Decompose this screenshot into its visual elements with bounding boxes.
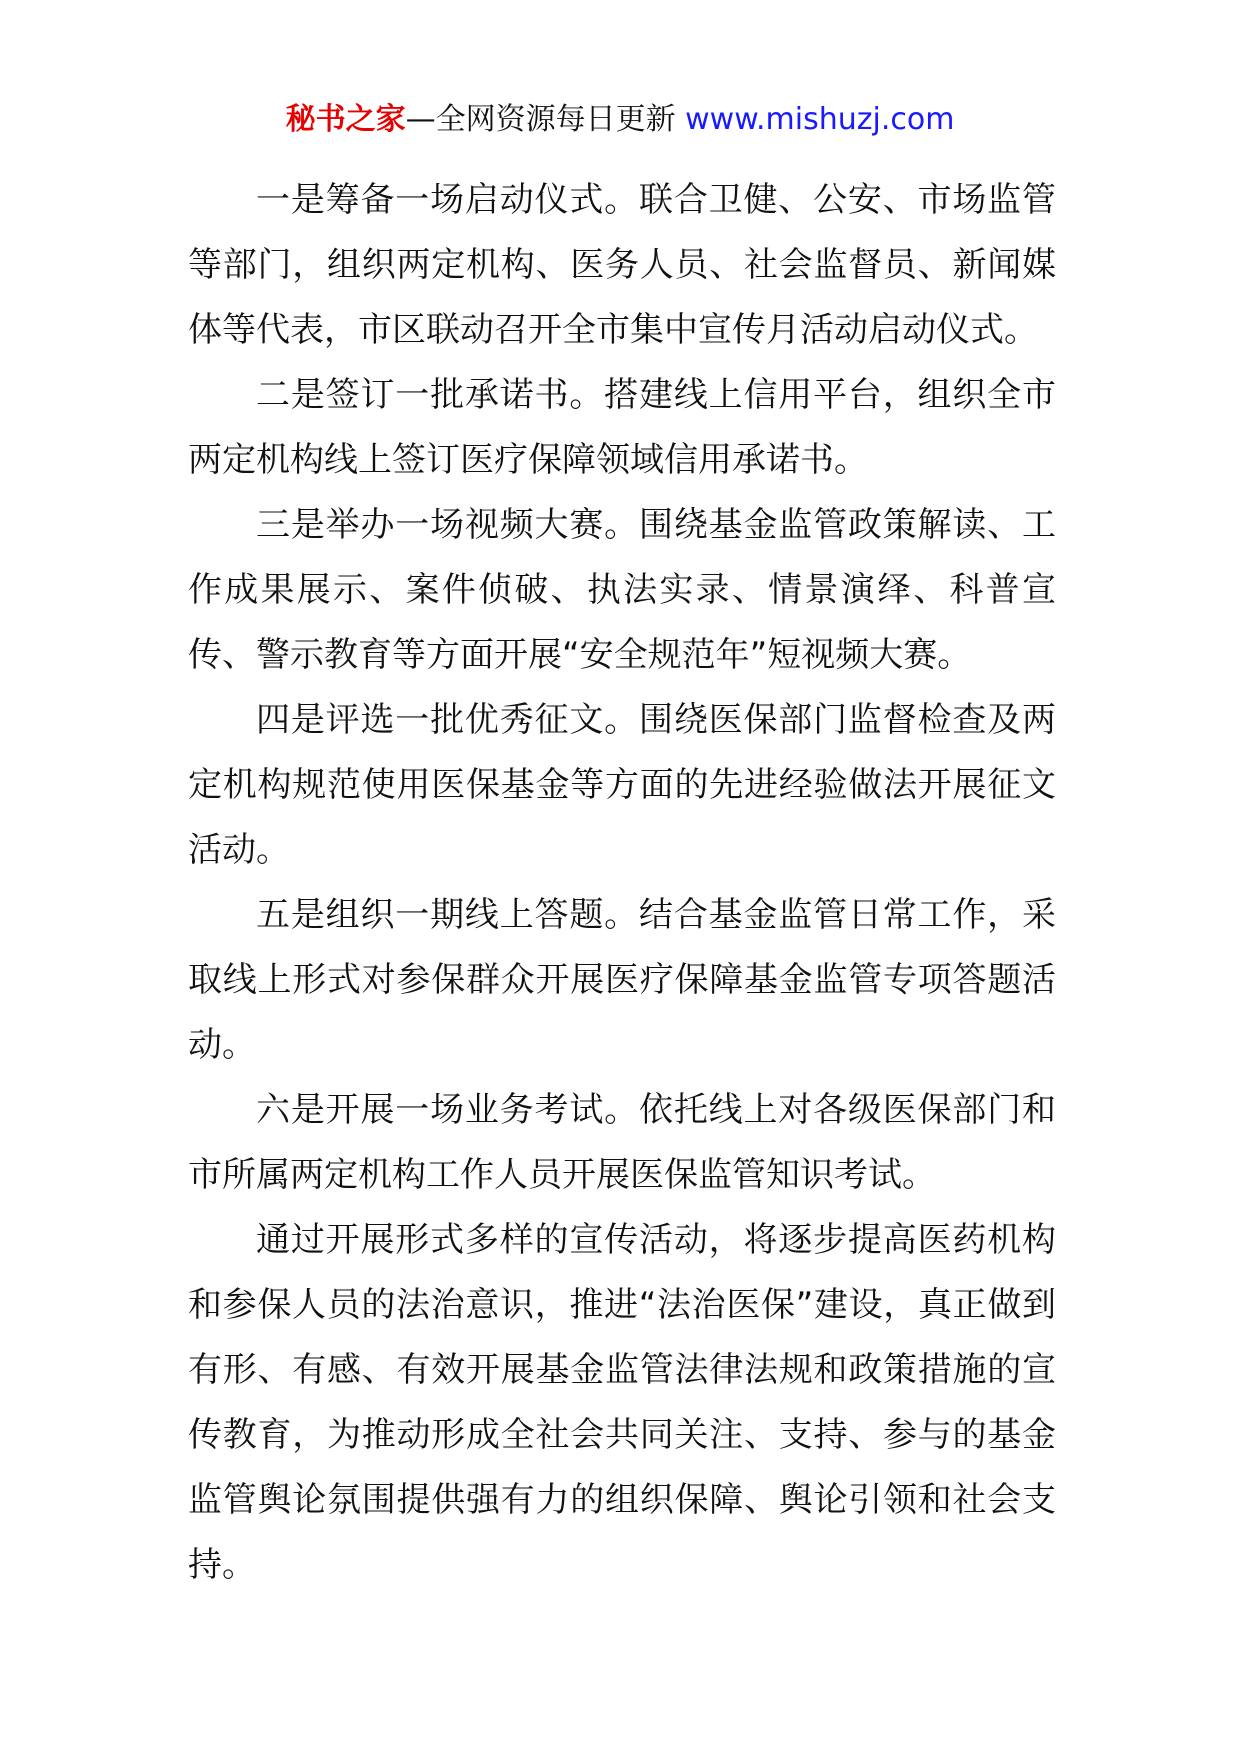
paragraph-7: 通过开展形式多样的宣传活动，将逐步提高医药机构和参保人员的法治意识，推进“法治医保”建设，真正做到有形、有感、有效开展基金监管法律法规和政策措施的宣传教育，为推动形成全社会共同关注、支持、参与的基金监管舆论氛围提供强有力的组织保障、舆论引领和社会支持。	[188, 1220, 1056, 1585]
header-slogan: —全网资源每日更新	[405, 102, 676, 137]
document-body	[188, 168, 1056, 1598]
paragraph-6: 六是开展一场业务考试。依托线上对各级医保部门和市所属两定机构工作人员开展医保监管知识考试。	[188, 1090, 1056, 1195]
header-url-link[interactable]: www.mishuzj.com	[685, 102, 955, 137]
paragraph-5: 五是组织一期线上答题。结合基金监管日常工作，采取线上形式对参保群众开展医疗保障基金监管专项答题活动。	[188, 895, 1056, 1065]
page-header	[0, 98, 1240, 142]
paragraph-2: 二是签订一批承诺书。搭建线上信用平台，组织全市两定机构线上签订医疗保障领域信用承诺书。	[188, 375, 1056, 480]
brand-name: 秘书之家	[285, 102, 406, 137]
paragraph-3: 三是举办一场视频大赛。围绕基金监管政策解读、工作成果展示、案件侦破、执法实录、情景演绎、科普宣传、警示教育等方面开展“安全规范年”短视频大赛。	[188, 505, 1056, 675]
paragraph-1: 一是筹备一场启动仪式。联合卫健、公安、市场监管等部门，组织两定机构、医务人员、社会监督员、新闻媒体等代表，市区联动召开全市集中宣传月活动启动仪式。	[188, 180, 1056, 350]
paragraph-4: 四是评选一批优秀征文。围绕医保部门监督检查及两定机构规范使用医保基金等方面的先进经验做法开展征文活动。	[188, 700, 1056, 870]
